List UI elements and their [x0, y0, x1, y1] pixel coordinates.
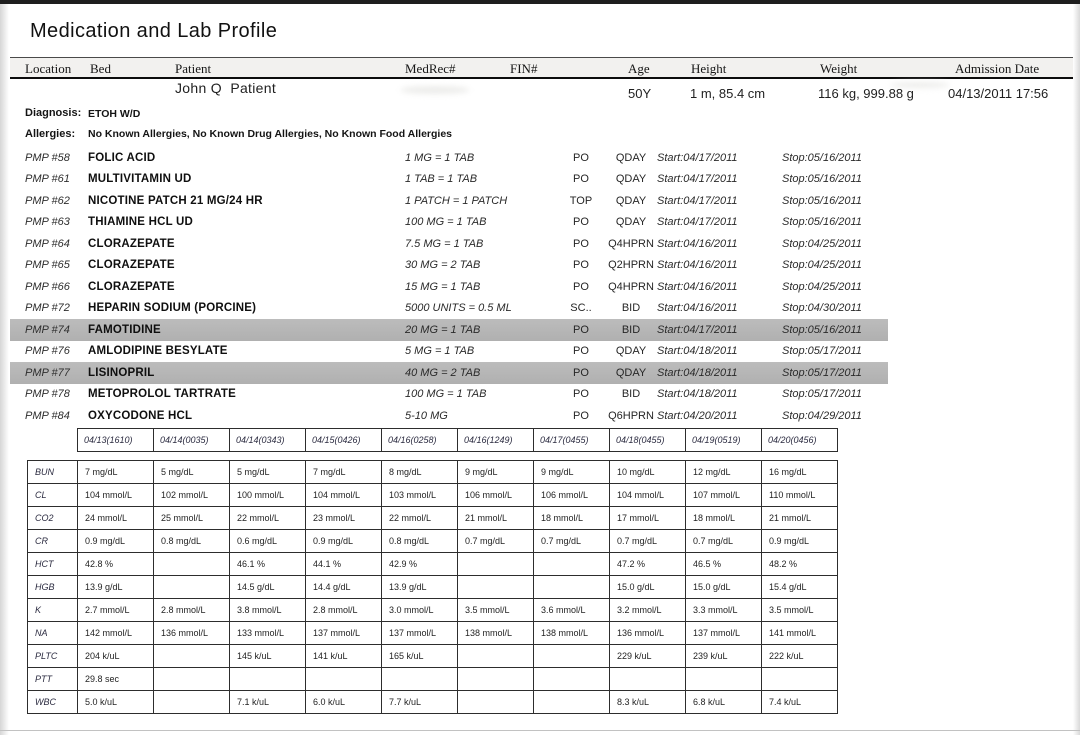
lab-row-label: WBC — [27, 690, 78, 714]
medication-row — [10, 298, 888, 320]
lab-value-cell: 141 mmol/L — [761, 621, 838, 645]
patient-weight: 116 kg, 999.88 g — [818, 86, 914, 101]
med-route: TOP — [569, 194, 593, 207]
med-route: PO — [573, 323, 589, 336]
med-start-date: Start:04/16/2011 — [657, 302, 738, 315]
medication-row — [10, 384, 888, 406]
med-stop-date: Stop:05/16/2011 — [782, 173, 862, 186]
lab-date-header-cell: 04/20(0456) — [761, 428, 838, 452]
lab-value-cell: 3.8 mmol/L — [229, 598, 306, 622]
lab-value-cell — [153, 575, 230, 599]
lab-value-cell: 0.7 mg/dL — [609, 529, 686, 553]
med-dose: 1 MG = 1 TAB — [405, 151, 475, 164]
med-order-id: PMP #58 — [25, 151, 70, 164]
med-order-id: PMP #63 — [25, 216, 70, 229]
lab-value-cell: 17 mmol/L — [609, 506, 686, 530]
lab-row-label: HCT — [27, 552, 78, 576]
col-fin: FIN# — [510, 61, 538, 76]
lab-value-cell — [533, 667, 610, 691]
lab-value-cell: 103 mmol/L — [381, 483, 458, 507]
med-dose: 100 MG = 1 TAB — [405, 388, 487, 401]
med-route: PO — [573, 388, 589, 401]
col-weight: Weight — [820, 61, 858, 76]
lab-value-cell: 0.7 mg/dL — [457, 529, 534, 553]
lab-value-cell: 12 mg/dL — [685, 460, 762, 484]
med-start-date: Start:04/17/2011 — [657, 323, 738, 336]
lab-table-body — [27, 460, 838, 714]
med-order-id: PMP #72 — [25, 302, 70, 315]
med-frequency: BID — [621, 323, 641, 336]
med-name: CLORAZEPATE — [88, 280, 175, 293]
med-order-id: PMP #66 — [25, 280, 70, 293]
lab-value-cell: 0.6 mg/dL — [229, 529, 306, 553]
lab-date-header-row — [78, 428, 838, 452]
med-name: HEPARIN SODIUM (PORCINE) — [88, 302, 257, 315]
med-frequency: BID — [621, 302, 641, 315]
med-dose: 7.5 MG = 1 TAB — [405, 237, 484, 250]
lab-value-cell: 7 mg/dL — [77, 460, 154, 484]
lab-date-header-cell: 04/17(0455) — [533, 428, 610, 452]
page-left-edge — [0, 4, 9, 735]
lab-date-header-cell: 04/13(1610) — [77, 428, 154, 452]
allergies-value: No Known Allergies, No Known Drug Allergies, No Known Food Allergies — [88, 128, 453, 140]
med-order-id: PMP #61 — [25, 173, 70, 186]
lab-value-cell: 13.9 g/dL — [77, 575, 154, 599]
med-name: CLORAZEPATE — [88, 237, 175, 250]
lab-value-cell: 102 mmol/L — [153, 483, 230, 507]
lab-value-cell: 21 mmol/L — [457, 506, 534, 530]
lab-value-cell: 15.0 g/dL — [685, 575, 762, 599]
lab-value-cell: 106 mmol/L — [533, 483, 610, 507]
lab-value-cell: 239 k/uL — [685, 644, 762, 668]
lab-value-cell: 24 mmol/L — [77, 506, 154, 530]
med-route: SC.. — [570, 302, 592, 315]
lab-value-cell: 42.9 % — [381, 552, 458, 576]
lab-value-cell — [609, 667, 686, 691]
med-order-id: PMP #74 — [25, 323, 70, 336]
lab-value-cell: 142 mmol/L — [77, 621, 154, 645]
med-dose: 5000 UNITS = 0.5 ML — [405, 302, 512, 315]
med-name: CLORAZEPATE — [88, 259, 175, 272]
lab-value-cell: 0.7 mg/dL — [685, 529, 762, 553]
med-route: PO — [573, 366, 589, 379]
med-start-date: Start:04/16/2011 — [657, 237, 738, 250]
lab-value-cell: 6.0 k/uL — [305, 690, 382, 714]
med-frequency: QDAY — [615, 216, 647, 229]
med-stop-date: Stop:04/25/2011 — [782, 259, 862, 272]
lab-value-cell: 3.3 mmol/L — [685, 598, 762, 622]
lab-value-cell: 21 mmol/L — [761, 506, 838, 530]
lab-value-cell: 42.8 % — [77, 552, 154, 576]
medication-row — [10, 190, 888, 212]
med-dose: 30 MG = 2 TAB — [405, 259, 481, 272]
lab-row — [27, 506, 838, 530]
col-bed: Bed — [90, 61, 111, 76]
lab-value-cell: 14.5 g/dL — [229, 575, 306, 599]
lab-value-cell: 9 mg/dL — [457, 460, 534, 484]
med-stop-date: Stop:05/16/2011 — [782, 151, 862, 164]
med-stop-date: Stop:05/16/2011 — [782, 194, 862, 207]
lab-value-cell: 3.5 mmol/L — [457, 598, 534, 622]
med-stop-date: Stop:05/17/2011 — [782, 388, 862, 401]
medication-row — [10, 341, 888, 363]
lab-value-cell — [305, 667, 382, 691]
med-route: PO — [573, 237, 589, 250]
col-admission-date: Admission Date — [955, 61, 1040, 76]
lab-value-cell: 47.2 % — [609, 552, 686, 576]
lab-date-header-cell: 04/19(0519) — [685, 428, 762, 452]
lab-value-cell — [457, 667, 534, 691]
lab-value-cell — [533, 575, 610, 599]
lab-value-cell: 46.1 % — [229, 552, 306, 576]
lab-value-cell: 133 mmol/L — [229, 621, 306, 645]
medication-row — [10, 233, 888, 255]
lab-row-label: PLTC — [27, 644, 78, 668]
lab-date-header-cell: 04/15(0426) — [305, 428, 382, 452]
med-route: PO — [573, 345, 589, 358]
lab-row — [27, 598, 838, 622]
medication-row — [10, 212, 888, 234]
lab-value-cell: 15.0 g/dL — [609, 575, 686, 599]
medication-row — [10, 169, 888, 191]
lab-row-label: K — [27, 598, 78, 622]
lab-value-cell: 15.4 g/dL — [761, 575, 838, 599]
lab-row — [27, 460, 838, 484]
lab-value-cell: 100 mmol/L — [229, 483, 306, 507]
med-route: PO — [573, 280, 589, 293]
lab-value-cell: 0.8 mg/dL — [381, 529, 458, 553]
lab-value-cell: 9 mg/dL — [533, 460, 610, 484]
med-start-date: Start:04/17/2011 — [657, 194, 738, 207]
med-dose: 100 MG = 1 TAB — [405, 216, 487, 229]
med-start-date: Start:04/16/2011 — [657, 259, 738, 272]
lab-value-cell — [761, 667, 838, 691]
medication-row — [10, 147, 888, 169]
med-dose: 15 MG = 1 TAB — [405, 280, 481, 293]
lab-date-header-cell: 04/14(0035) — [153, 428, 230, 452]
med-frequency: QDAY — [615, 366, 647, 379]
patient-name: John Q Patient — [175, 80, 277, 96]
lab-value-cell — [153, 690, 230, 714]
medication-row — [10, 255, 888, 277]
med-order-id: PMP #77 — [25, 366, 70, 379]
lab-value-cell: 16 mg/dL — [761, 460, 838, 484]
med-route: PO — [573, 409, 589, 422]
med-start-date: Start:04/17/2011 — [657, 216, 738, 229]
lab-row — [27, 667, 838, 691]
med-order-id: PMP #64 — [25, 237, 70, 250]
lab-row — [27, 621, 838, 645]
med-name: NICOTINE PATCH 21 MG/24 HR — [88, 194, 263, 207]
med-dose: 40 MG = 2 TAB — [405, 366, 481, 379]
lab-value-cell: 106 mmol/L — [457, 483, 534, 507]
lab-value-cell: 136 mmol/L — [153, 621, 230, 645]
lab-date-header-cell: 04/18(0455) — [609, 428, 686, 452]
lab-value-cell: 138 mmol/L — [457, 621, 534, 645]
lab-value-cell: 10 mg/dL — [609, 460, 686, 484]
lab-value-cell: 48.2 % — [761, 552, 838, 576]
lab-value-cell: 0.7 mg/dL — [533, 529, 610, 553]
lab-value-cell: 6.8 k/uL — [685, 690, 762, 714]
med-stop-date: Stop:05/16/2011 — [782, 216, 862, 229]
lab-value-cell — [533, 690, 610, 714]
patient-age: 50Y — [628, 86, 652, 101]
lab-value-cell: 5 mg/dL — [153, 460, 230, 484]
med-frequency: Q4HPRN — [608, 280, 654, 293]
lab-value-cell — [381, 667, 458, 691]
med-name: FAMOTIDINE — [88, 323, 161, 336]
lab-row — [27, 552, 838, 576]
med-start-date: Start:04/17/2011 — [657, 151, 738, 164]
lab-row — [27, 483, 838, 507]
lab-value-cell: 204 k/uL — [77, 644, 154, 668]
lab-value-cell: 3.0 mmol/L — [381, 598, 458, 622]
med-route: PO — [573, 173, 589, 186]
lab-value-cell: 23 mmol/L — [305, 506, 382, 530]
lab-value-cell: 22 mmol/L — [229, 506, 306, 530]
lab-value-cell — [153, 552, 230, 576]
med-start-date: Start:04/18/2011 — [657, 345, 738, 358]
med-frequency: QDAY — [615, 151, 647, 164]
diagnosis-value: ETOH W/D — [88, 108, 141, 120]
lab-value-cell: 229 k/uL — [609, 644, 686, 668]
med-name: THIAMINE HCL UD — [88, 216, 194, 229]
lab-value-cell: 5 mg/dL — [229, 460, 306, 484]
lab-value-cell: 2.8 mmol/L — [305, 598, 382, 622]
med-start-date: Start:04/17/2011 — [657, 173, 738, 186]
med-dose: 5 MG = 1 TAB — [405, 345, 475, 358]
lab-value-cell: 104 mmol/L — [77, 483, 154, 507]
lab-row — [27, 529, 838, 553]
lab-value-cell: 3.6 mmol/L — [533, 598, 610, 622]
med-dose: 1 PATCH = 1 PATCH — [405, 194, 508, 207]
lab-value-cell: 0.8 mg/dL — [153, 529, 230, 553]
med-order-id: PMP #65 — [25, 259, 70, 272]
lab-value-cell: 7.4 k/uL — [761, 690, 838, 714]
medication-list — [10, 147, 888, 427]
med-order-id: PMP #78 — [25, 388, 70, 401]
lab-value-cell: 18 mmol/L — [685, 506, 762, 530]
lab-value-cell: 8 mg/dL — [381, 460, 458, 484]
lab-row-label: HGB — [27, 575, 78, 599]
med-frequency: Q6HPRN — [608, 409, 654, 422]
med-stop-date: Stop:04/30/2011 — [782, 302, 862, 315]
lab-date-header-cell: 04/16(1249) — [457, 428, 534, 452]
med-name: METOPROLOL TARTRATE — [88, 388, 236, 401]
lab-row-label: BUN — [27, 460, 78, 484]
lab-value-cell: 25 mmol/L — [153, 506, 230, 530]
lab-value-cell — [229, 667, 306, 691]
lab-value-cell — [153, 644, 230, 668]
med-frequency: QDAY — [615, 194, 647, 207]
lab-value-cell — [533, 644, 610, 668]
col-location: Location — [25, 61, 72, 76]
medication-row — [10, 319, 888, 341]
lab-row — [27, 644, 838, 668]
col-medrec: MedRec# — [405, 61, 456, 76]
patient-header-band — [10, 57, 1073, 79]
med-route: PO — [573, 259, 589, 272]
med-stop-date: Stop:05/16/2011 — [782, 323, 862, 336]
lab-value-cell: 2.7 mmol/L — [77, 598, 154, 622]
lab-value-cell: 0.9 mg/dL — [305, 529, 382, 553]
lab-value-cell — [457, 644, 534, 668]
lab-value-cell: 104 mmol/L — [609, 483, 686, 507]
col-patient: Patient — [175, 61, 212, 76]
lab-value-cell — [153, 667, 230, 691]
med-start-date: Start:04/16/2011 — [657, 280, 738, 293]
med-name: FOLIC ACID — [88, 151, 156, 164]
med-order-id: PMP #76 — [25, 345, 70, 358]
lab-value-cell: 138 mmol/L — [533, 621, 610, 645]
med-name: AMLODIPINE BESYLATE — [88, 345, 228, 358]
patient-admission-date: 04/13/2011 17:56 — [948, 86, 1049, 101]
med-dose: 5-10 MG — [405, 409, 448, 422]
med-stop-date: Stop:04/29/2011 — [782, 409, 862, 422]
col-age: Age — [628, 61, 650, 76]
lab-row-label: CL — [27, 483, 78, 507]
medication-row — [10, 276, 888, 298]
lab-date-header-cell: 04/14(0343) — [229, 428, 306, 452]
scan-smudge — [400, 86, 470, 94]
lab-row-label: CO2 — [27, 506, 78, 530]
lab-value-cell — [533, 552, 610, 576]
lab-value-cell: 165 k/uL — [381, 644, 458, 668]
lab-value-cell: 7.1 k/uL — [229, 690, 306, 714]
lab-value-cell: 107 mmol/L — [685, 483, 762, 507]
lab-value-cell: 137 mmol/L — [685, 621, 762, 645]
med-frequency: BID — [621, 388, 641, 401]
diagnosis-label: Diagnosis: — [25, 107, 82, 119]
med-dose: 20 MG = 1 TAB — [405, 323, 481, 336]
page-title: Medication and Lab Profile — [30, 20, 278, 42]
lab-row-label: CR — [27, 529, 78, 553]
lab-value-cell: 7 mg/dL — [305, 460, 382, 484]
lab-value-cell: 44.1 % — [305, 552, 382, 576]
allergies-label: Allergies: — [25, 128, 76, 140]
lab-value-cell: 0.9 mg/dL — [761, 529, 838, 553]
lab-value-cell: 141 k/uL — [305, 644, 382, 668]
med-dose: 1 TAB = 1 TAB — [405, 173, 478, 186]
medication-row — [10, 362, 888, 384]
med-order-id: PMP #62 — [25, 194, 70, 207]
lab-value-cell: 46.5 % — [685, 552, 762, 576]
lab-value-cell — [457, 575, 534, 599]
med-frequency: QDAY — [615, 345, 647, 358]
lab-results-table — [27, 428, 838, 714]
med-name: OXYCODONE HCL — [88, 409, 193, 422]
med-stop-date: Stop:04/25/2011 — [782, 237, 862, 250]
med-frequency: Q2HPRN — [608, 259, 654, 272]
med-start-date: Start:04/18/2011 — [657, 388, 738, 401]
med-route: PO — [573, 216, 589, 229]
lab-value-cell: 145 k/uL — [229, 644, 306, 668]
lab-value-cell: 5.0 k/uL — [77, 690, 154, 714]
lab-value-cell: 104 mmol/L — [305, 483, 382, 507]
med-stop-date: Stop:04/25/2011 — [782, 280, 862, 293]
lab-value-cell: 0.9 mg/dL — [77, 529, 154, 553]
med-start-date: Start:04/18/2011 — [657, 366, 738, 379]
page-bottom-edge — [0, 730, 1080, 731]
lab-value-cell — [457, 690, 534, 714]
lab-value-cell: 18 mmol/L — [533, 506, 610, 530]
lab-value-cell: 14.4 g/dL — [305, 575, 382, 599]
med-frequency: QDAY — [615, 173, 647, 186]
med-name: MULTIVITAMIN UD — [88, 173, 192, 186]
lab-row-label: NA — [27, 621, 78, 645]
med-name: LISINOPRIL — [88, 366, 155, 379]
lab-value-cell: 110 mmol/L — [761, 483, 838, 507]
top-edge-bar — [0, 0, 1080, 4]
med-stop-date: Stop:05/17/2011 — [782, 345, 862, 358]
med-stop-date: Stop:05/17/2011 — [782, 366, 862, 379]
lab-value-cell: 136 mmol/L — [609, 621, 686, 645]
lab-value-cell: 7.7 k/uL — [381, 690, 458, 714]
lab-value-cell: 2.8 mmol/L — [153, 598, 230, 622]
lab-value-cell: 13.9 g/dL — [381, 575, 458, 599]
lab-value-cell: 3.5 mmol/L — [761, 598, 838, 622]
lab-value-cell: 137 mmol/L — [305, 621, 382, 645]
page-right-edge — [1073, 4, 1080, 735]
patient-height: 1 m, 85.4 cm — [690, 86, 766, 101]
lab-row — [27, 690, 838, 714]
med-start-date: Start:04/20/2011 — [657, 409, 738, 422]
lab-value-cell: 29.8 sec — [77, 667, 154, 691]
lab-value-cell — [685, 667, 762, 691]
med-route: PO — [573, 151, 589, 164]
med-frequency: Q4HPRN — [608, 237, 654, 250]
med-order-id: PMP #84 — [25, 409, 70, 422]
lab-date-header-cell: 04/16(0258) — [381, 428, 458, 452]
lab-value-cell: 22 mmol/L — [381, 506, 458, 530]
lab-row — [27, 575, 838, 599]
lab-value-cell: 222 k/uL — [761, 644, 838, 668]
lab-value-cell — [457, 552, 534, 576]
lab-row-label: PTT — [27, 667, 78, 691]
medication-row — [10, 405, 888, 427]
lab-value-cell: 3.2 mmol/L — [609, 598, 686, 622]
lab-value-cell: 8.3 k/uL — [609, 690, 686, 714]
lab-value-cell: 137 mmol/L — [381, 621, 458, 645]
col-height: Height — [691, 61, 727, 76]
